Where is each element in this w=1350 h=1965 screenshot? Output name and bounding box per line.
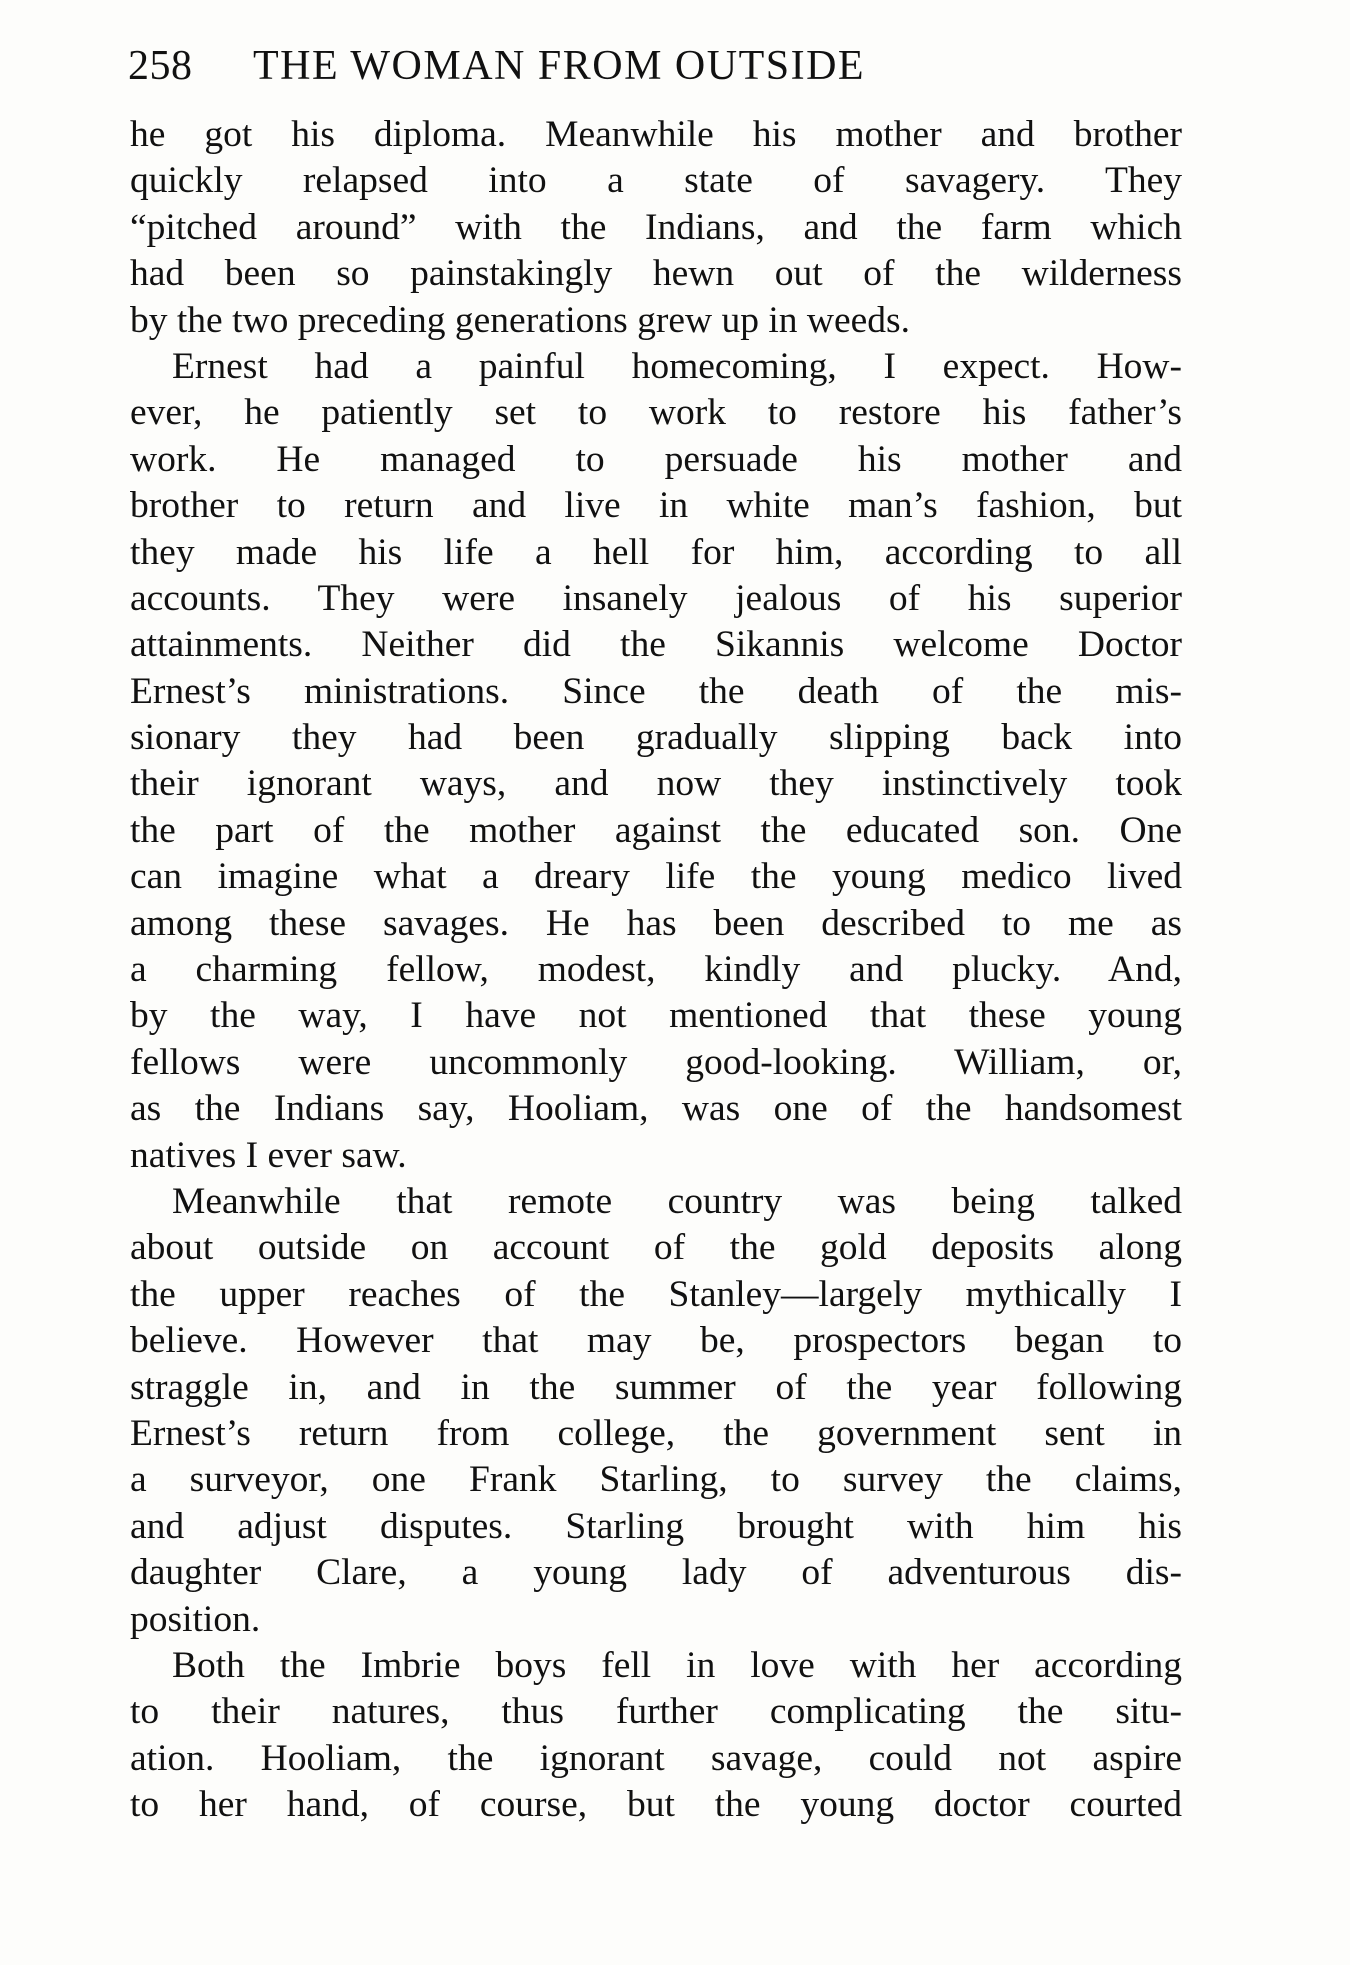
running-head: [128, 36, 1188, 96]
text-line: to their natures, thus further complicating the situ-: [130, 1691, 1182, 1733]
text-line: accounts. They were insanely jealous of his superior: [130, 577, 1182, 619]
text-line: “pitched around” with the Indians, and the farm which: [130, 206, 1182, 248]
text-line: natives I ever saw.: [130, 1134, 407, 1176]
text-line: Both the Imbrie boys fell in love with her according: [172, 1644, 1182, 1686]
text-line: quickly relapsed into a state of savagery. They: [130, 160, 1182, 202]
text-line: among these savages. He has been described to me as: [130, 902, 1182, 944]
text-line: their ignorant ways, and now they instinctively took: [130, 763, 1182, 805]
text-line: by the two preceding generations grew up in weeds.: [130, 299, 910, 341]
text-line: about outside on account of the gold deposits along: [130, 1227, 1182, 1269]
paragraph-2: [130, 344, 1182, 1179]
page-number: 258: [128, 43, 193, 89]
text-line: Ernest’s return from college, the government sent in: [130, 1412, 1182, 1454]
text-line: had been so painstakingly hewn out of the wilderness: [130, 253, 1182, 295]
text-line: Ernest’s ministrations. Since the death of the mis-: [130, 670, 1182, 712]
text-line: believe. However that may be, prospectors began to: [130, 1320, 1182, 1362]
text-line: he got his diploma. Meanwhile his mother and brother: [130, 114, 1182, 155]
text-line: ever, he patiently set to work to restore his father’s: [130, 392, 1182, 434]
text-line: and adjust disputes. Starling brought with him his: [130, 1505, 1182, 1547]
text-line: daughter Clare, a young lady of adventurous dis-: [130, 1552, 1182, 1594]
text-line: straggle in, and in the summer of the year following: [130, 1366, 1182, 1408]
paragraph-3: [130, 1179, 1182, 1643]
text-line: by the way, I have not mentioned that these young: [130, 995, 1182, 1037]
text-line: can imagine what a dreary life the young medico lived: [130, 856, 1182, 898]
text-line: the upper reaches of the Stanley—largely mythically I: [130, 1273, 1182, 1315]
text-line: ation. Hooliam, the ignorant savage, could not aspire: [130, 1737, 1182, 1779]
text-line: the part of the mother against the educated son. One: [130, 809, 1182, 851]
paragraph-4: [130, 1643, 1182, 1829]
text-line: to her hand, of course, but the young doctor courted: [130, 1784, 1182, 1826]
paragraph-1: [130, 112, 1182, 344]
text-line: position.: [130, 1598, 261, 1640]
text-line: Meanwhile that remote country was being talked: [172, 1180, 1182, 1222]
text-line: fellows were uncommonly good-looking. William, or,: [130, 1041, 1182, 1083]
body-text: [130, 112, 1182, 1828]
text-line: a charming fellow, modest, kindly and plucky. And,: [130, 949, 1182, 991]
text-line: as the Indians say, Hooliam, was one of the handsomest: [130, 1088, 1182, 1130]
text-line: work. He managed to persuade his mother and: [130, 438, 1182, 480]
text-line: Ernest had a painful homecoming, I expect. How-: [172, 345, 1182, 387]
text-line: a surveyor, one Frank Starling, to survey the claims,: [130, 1459, 1182, 1501]
book-title: THE WOMAN FROM OUTSIDE: [253, 43, 866, 89]
text-line: brother to return and live in white man’s fashion, but: [130, 485, 1182, 527]
text-line: sionary they had been gradually slipping back into: [130, 717, 1182, 759]
text-line: they made his life a hell for him, according to all: [130, 531, 1182, 573]
text-line: attainments. Neither did the Sikannis welcome Doctor: [130, 624, 1182, 666]
